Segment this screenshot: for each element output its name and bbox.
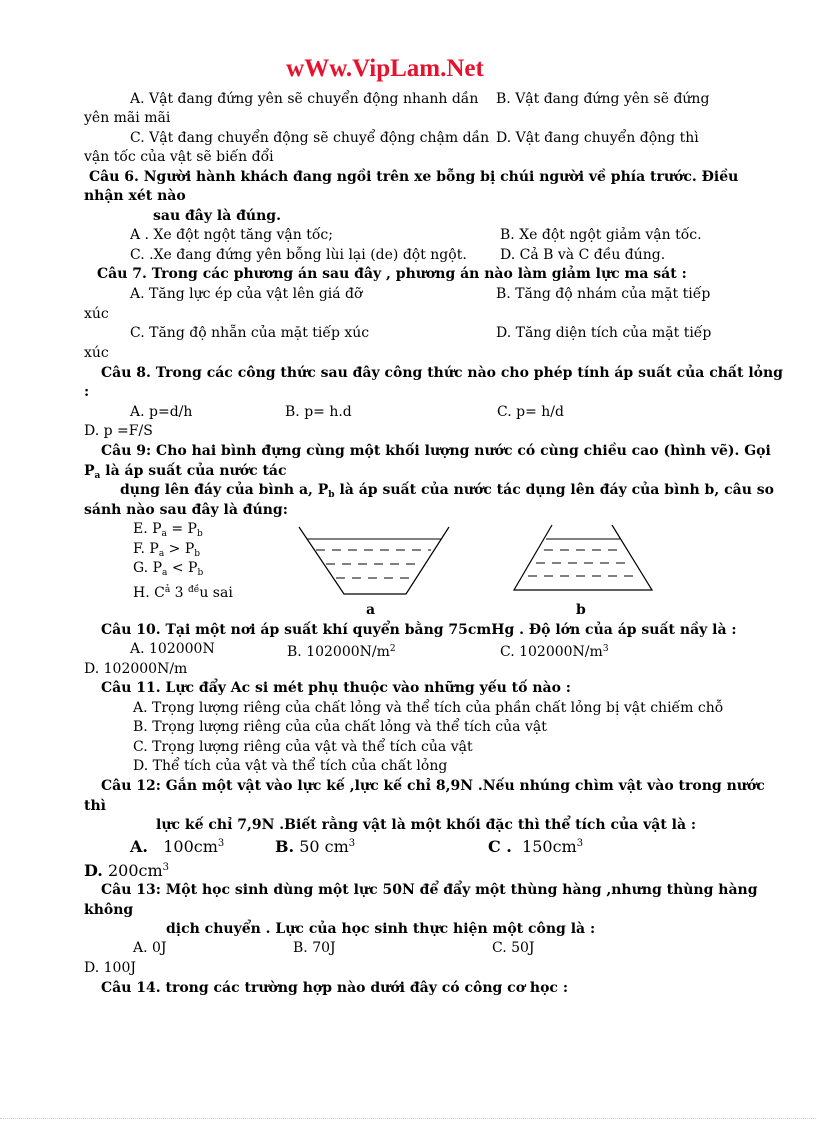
container-b-figure — [508, 522, 658, 594]
q10-option-d: D. 102000N/m — [84, 661, 188, 677]
q12-option-a: A. $100cm^3$ — [130, 837, 225, 856]
q10-stem: Câu 10. Tại một nơi áp suất khí quyển bằng 75cmHg . Độ lớn của áp suất nầy là : — [101, 622, 737, 638]
q13-stem-cont2: dịch chuyển . Lực của học sinh thực hiện một công là : — [166, 921, 596, 937]
figure-b-label: b — [576, 602, 586, 618]
q8-option-b: B. p= h.d — [285, 404, 352, 420]
q12-stem-cont: thì — [84, 798, 106, 814]
q9-option-e: E. $P_a = P_b$ — [133, 521, 203, 539]
q7-option-b-cont: xúc — [84, 306, 109, 322]
q6-stem: Câu 6. Người hành khách đang ngồi trên xe bỗng bị chúi người về phía trước. Điều — [89, 169, 739, 185]
q10-option-a: A. 102000N — [130, 641, 215, 657]
q5-option-b: B. Vật đang đứng yên sẽ đứng — [496, 91, 710, 107]
q6-stem-cont2: sau đây là đúng. — [153, 208, 281, 224]
q7-option-b: B. Tăng độ nhám của mặt tiếp — [496, 286, 711, 302]
q6-option-c: C. .Xe đang đứng yên bỗng lùi lại (de) đột ngột. — [130, 247, 467, 263]
q7-option-d: D. Tăng diện tích của mặt tiếp — [496, 325, 712, 341]
q13-option-b: B. 70J — [293, 940, 336, 956]
q13-stem-cont: không — [84, 902, 134, 918]
container-a-outline — [299, 527, 449, 594]
q9-option-f: F. $P_a > P_b$ — [133, 541, 201, 559]
q10-option-c: C. $102000N/m^3$ — [500, 644, 609, 660]
q10-option-b: B. $102000N/m^2$ — [287, 644, 396, 660]
q5-option-b-cont: yên mãi mãi — [84, 110, 171, 126]
q6-option-a: A . Xe đột ngột tăng vận tốc; — [130, 227, 333, 243]
q14-stem: Câu 14. trong các trường hợp nào dưới đây có công cơ học : — [101, 980, 568, 996]
q7-option-a: A. Tăng lực ép của vật lên giá đỡ — [130, 286, 363, 302]
q13-option-d: D. 100J — [84, 960, 136, 976]
q11-option-b: B. Trọng lượng riêng của của chất lỏng và thể tích của vật — [133, 719, 547, 735]
q12-stem-cont2: lực kế chỉ 7,9N .Biết rằng vật là một khối đặc thì thể tích của vật là : — [156, 817, 697, 833]
q12-option-b: B. 50 $cm^3$ — [275, 837, 356, 856]
q9-option-h: H. $C^ả$ 3 $^{đề}$u sai — [133, 585, 233, 601]
q6-option-b: B. Xe đột ngột giảm vận tốc. — [500, 227, 702, 243]
q12-stem: Câu 12: Gắn một vật vào lực kế ,lực kế chỉ 8,9N .Nếu nhúng chìm vật vào trong nước — [101, 778, 765, 794]
q12-option-c: C . $150cm^3$ — [488, 837, 584, 856]
q11-option-a: A. Trọng lượng riêng của chất lỏng và thể tích của phần chất lỏng bị vật chiếm chỗ — [133, 700, 724, 716]
q11-option-d: D. Thể tích của vật và thể tích của chất lỏng — [133, 758, 448, 774]
q6-option-d: D. Cả B và C đều đúng. — [500, 247, 666, 263]
q9-stem-cont3: sánh nào sau đây là đúng: — [84, 502, 288, 518]
page-bottom-divider — [0, 1118, 816, 1119]
q9-stem-cont2: dụng lên đáy của bình a, $P_b$ là áp suất của nước tác dụng lên đáy của bình b, câu so — [120, 482, 774, 500]
q7-stem: Câu 7. Trong các phương án sau đây , phương án nào làm giảm lực ma sát : — [97, 266, 687, 282]
q8-option-a: A. p=d/h — [130, 404, 193, 420]
q8-stem: Câu 8. Trong các công thức sau đây công thức nào cho phép tính áp suất của chất lỏng — [101, 365, 783, 381]
q5-option-d: D. Vật đang chuyển động thì — [496, 130, 699, 146]
q5-option-a: A. Vật đang đứng yên sẽ chuyển động nhanh dần — [130, 91, 479, 107]
container-b-outline — [514, 525, 652, 590]
figure-a-label: a — [366, 602, 376, 618]
site-header: wWw.VipLam.Net — [286, 55, 484, 82]
q7-option-c: C. Tăng độ nhẵn của mặt tiếp xúc — [130, 325, 370, 341]
q13-option-c: C. 50J — [492, 940, 535, 956]
q9-stem-cont: $P_a$ là áp suất của nước tác — [84, 463, 287, 481]
q5-option-c: C. Vật đang chuyển động sẽ chuyể động chậm dần — [130, 130, 490, 146]
q8-option-d: D. p =F/S — [84, 423, 153, 439]
container-a-figure — [296, 524, 452, 600]
q5-option-d-cont: vận tốc của vật sẽ biến đổi — [84, 149, 274, 165]
q13-option-a: A. 0J — [133, 940, 167, 956]
q11-stem: Câu 11. Lực đẩy Ac si mét phụ thuộc vào những yếu tố nào : — [101, 680, 571, 696]
q8-option-c: C. p= h/d — [497, 404, 564, 420]
q7-option-d-cont: xúc — [84, 345, 109, 361]
q13-stem: Câu 13: Một học sinh dùng một lực 50N để đẩy một thùng hàng ,nhưng thùng hàng — [101, 882, 758, 898]
q11-option-c: C. Trọng lượng riêng của vật và thể tích của vật — [133, 739, 473, 755]
q12-option-d: D. $200cm^3$ — [84, 861, 170, 880]
q8-stem-cont: : — [84, 384, 90, 400]
q9-option-g: G. $P_a < P_b$ — [133, 560, 204, 578]
q6-stem-cont: nhận xét nào — [84, 188, 186, 204]
q9-stem: Câu 9: Cho hai bình đựng cùng một khối lượng nước có cùng chiều cao (hình vẽ). Gọi — [101, 443, 771, 459]
